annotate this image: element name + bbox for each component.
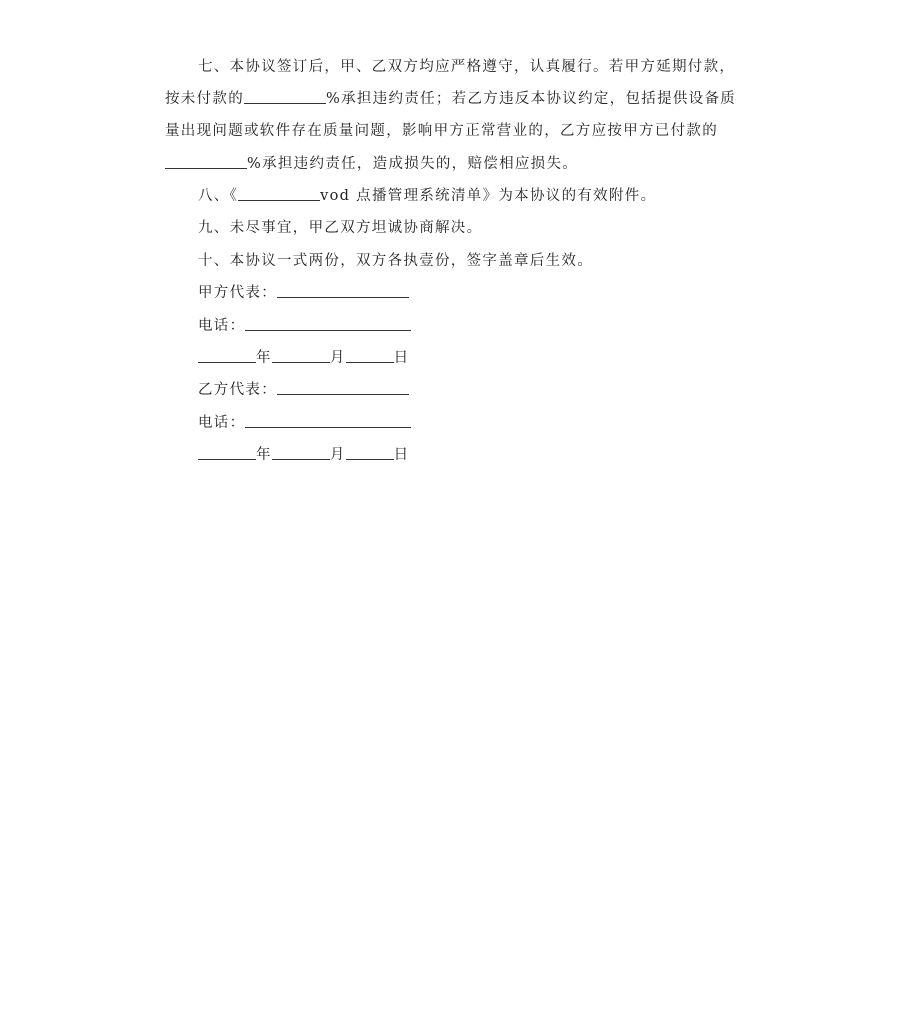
party-b-phone-blank[interactable]	[245, 413, 411, 428]
party-a-phone-row	[198, 316, 411, 336]
year-label: 年	[256, 350, 272, 366]
clause-7-line-4	[165, 154, 578, 174]
party-a-year-blank[interactable]	[198, 348, 256, 363]
clause-8-prefix: 八、《	[198, 188, 239, 204]
party-a-date-row	[198, 348, 409, 368]
party-b-day-blank[interactable]	[346, 445, 394, 460]
clause-7-text: 按未付款的	[165, 91, 244, 107]
blank-underline	[244, 89, 326, 104]
clause-7-line-3: 量出现问题或软件存在质量问题，影响甲方正常营业的，乙方应按甲方已付款的	[165, 123, 718, 139]
party-b-month-blank[interactable]	[272, 445, 330, 460]
clause-7-line-2	[165, 89, 736, 109]
clause-10: 十、本协议一式两份，双方各执壹份，签字盖章后生效。	[198, 253, 593, 269]
party-b-rep-blank[interactable]	[277, 380, 409, 395]
party-a-month-blank[interactable]	[272, 348, 330, 363]
month-label: 月	[329, 350, 346, 366]
month-label: 月	[329, 447, 346, 463]
clause-7-text: %承担违约责任，造成损失的，赔偿相应损失。	[247, 156, 579, 172]
party-b-date-row	[198, 445, 409, 465]
blank-underline	[238, 186, 320, 201]
party-a-rep-label: 甲方代表：	[198, 285, 277, 301]
blank-underline	[165, 154, 247, 169]
clause-7-text: %承担违约责任；若乙方违反本协议约定，包括提供设备质	[326, 91, 737, 107]
party-a-phone-label: 电话：	[198, 318, 246, 334]
clause-9: 九、未尽事宜，甲乙双方坦诚协商解决。	[198, 220, 483, 236]
clause-8-suffix: vod 点播管理系统清单》为本协议的有效附件。	[320, 188, 657, 204]
party-b-year-blank[interactable]	[198, 445, 256, 460]
party-b-rep-label: 乙方代表：	[198, 382, 277, 398]
party-b-rep-row	[198, 380, 409, 400]
clause-7-line-1: 七、本协议签订后，甲、乙双方均应严格遵守，认真履行。若甲方延期付款，	[198, 59, 736, 75]
party-b-phone-label: 电话：	[198, 415, 246, 431]
party-b-phone-row	[198, 413, 411, 433]
party-a-rep-blank[interactable]	[277, 283, 409, 298]
day-label: 日	[393, 350, 410, 366]
party-a-rep-row	[198, 283, 409, 303]
party-a-phone-blank[interactable]	[245, 316, 411, 331]
party-a-day-blank[interactable]	[346, 348, 394, 363]
day-label: 日	[393, 447, 410, 463]
year-label: 年	[256, 447, 272, 463]
clause-8	[198, 186, 656, 206]
